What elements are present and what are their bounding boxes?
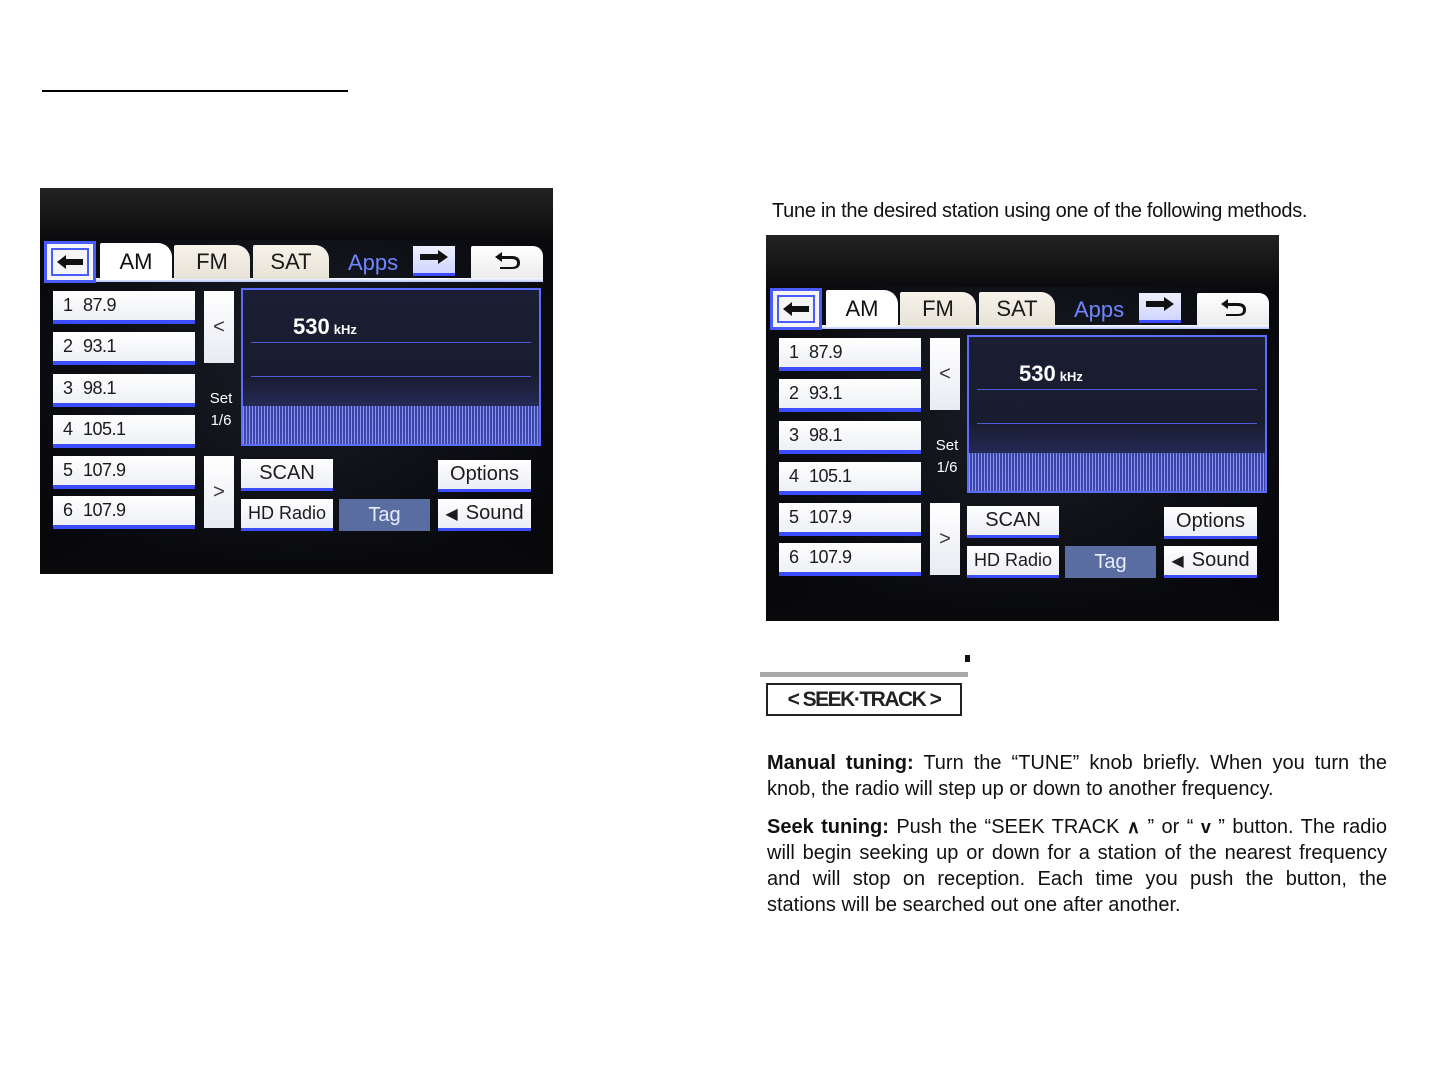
button-label: Sound xyxy=(465,502,524,524)
manual-tuning-text: Turn the “TUNE” knob briefly. When you turn the knob, the radio will step up or down to another frequency. xyxy=(767,752,1387,800)
return-button[interactable] xyxy=(471,246,543,278)
tab-sat[interactable] xyxy=(979,292,1055,326)
preset-3-button[interactable] xyxy=(53,374,195,407)
button-label: HD Radio xyxy=(973,550,1053,570)
preset-frequency: 87.9 xyxy=(809,342,843,362)
seek-tuning-title: Seek tuning: xyxy=(767,816,889,838)
frequency-unit: kHz xyxy=(333,322,357,337)
speaker-icon: ◀ xyxy=(445,505,458,523)
preset-2-button[interactable] xyxy=(53,332,195,365)
signal-visualizer xyxy=(969,453,1265,491)
button-label: HD Radio xyxy=(247,503,327,523)
tab-apps[interactable] xyxy=(1074,295,1124,325)
preset-6-button[interactable] xyxy=(53,496,195,529)
sound-button[interactable] xyxy=(1164,546,1257,578)
radio-screen-photo xyxy=(40,188,553,574)
preset-number: 3 xyxy=(63,378,74,398)
button-label: Options xyxy=(450,463,519,485)
tab-label: Apps xyxy=(348,250,399,275)
arrow-right-icon xyxy=(419,249,449,270)
preset-1-button[interactable] xyxy=(53,291,195,324)
options-button[interactable] xyxy=(438,460,531,492)
tab-label: FM xyxy=(922,296,954,321)
options-button[interactable] xyxy=(1164,507,1257,539)
seek-track-label: < SEEK·TRACK > xyxy=(766,683,962,716)
sound-button[interactable] xyxy=(438,499,531,531)
forward-button[interactable] xyxy=(1139,293,1181,323)
button-label: Tag xyxy=(1094,550,1127,573)
tab-label: SAT xyxy=(996,296,1038,321)
display-divider xyxy=(977,423,1257,424)
preset-number: 1 xyxy=(789,342,800,362)
preset-frequency: 107.9 xyxy=(83,460,126,480)
button-label: SCAN xyxy=(259,462,315,484)
tag-button[interactable] xyxy=(1065,546,1156,578)
preset-number: 6 xyxy=(63,500,74,520)
tab-label: SAT xyxy=(270,249,312,274)
preset-number: 3 xyxy=(789,425,800,445)
preset-number: 5 xyxy=(63,460,74,480)
seek-tuning-text: Push the “SEEK TRACK xyxy=(888,816,1127,838)
display-divider xyxy=(251,342,531,343)
scan-button[interactable] xyxy=(967,506,1059,538)
tab-fm[interactable] xyxy=(174,245,250,279)
forward-button[interactable] xyxy=(413,246,455,276)
button-label: Options xyxy=(1176,510,1245,532)
preset-frequency: 107.9 xyxy=(809,547,852,567)
set-page: 1/6 xyxy=(936,459,958,476)
caret-up-icon: ∧ xyxy=(1126,817,1141,837)
display-divider xyxy=(251,376,531,377)
frequency-value: 530 xyxy=(1019,361,1056,386)
signal-visualizer xyxy=(243,406,539,444)
tab-fm[interactable] xyxy=(900,292,976,326)
tab-label: AM xyxy=(119,248,153,274)
preset-3-button[interactable] xyxy=(779,421,921,454)
preset-4-button[interactable] xyxy=(53,415,195,448)
back-button[interactable] xyxy=(44,241,96,283)
frequency-display xyxy=(967,335,1267,493)
preset-next-button[interactable] xyxy=(204,456,234,528)
seek-tuning-text: ” button. The radio will begin seeking up or down for a station of the nearest frequency and will stop on reception. Each time you push the button, the stations will be searched out one after another. xyxy=(767,816,1387,916)
seek-tuning-paragraph xyxy=(767,814,1387,918)
preset-frequency: 105.1 xyxy=(809,466,852,486)
preset-frequency: 87.9 xyxy=(83,295,117,315)
frequency-readout xyxy=(1019,361,1083,387)
set-label: Set xyxy=(209,390,233,407)
preset-frequency: 93.1 xyxy=(809,383,843,403)
tab-apps[interactable] xyxy=(348,248,398,278)
header-rule xyxy=(42,90,348,92)
preset-prev-button[interactable] xyxy=(930,338,960,410)
preset-frequency: 107.9 xyxy=(83,500,126,520)
tag-button[interactable] xyxy=(339,499,430,531)
button-label: Sound xyxy=(1191,549,1250,571)
chevron-right-icon: > xyxy=(939,527,951,550)
preset-next-button[interactable] xyxy=(930,503,960,575)
tab-label: AM xyxy=(845,295,879,321)
preset-4-button[interactable] xyxy=(779,462,921,495)
return-icon xyxy=(492,250,522,275)
hd-radio-button[interactable] xyxy=(967,546,1059,578)
preset-number: 2 xyxy=(63,336,74,356)
manual-tuning-title: Manual tuning: xyxy=(767,752,914,774)
tab-sat[interactable] xyxy=(253,245,329,279)
preset-number: 4 xyxy=(789,466,800,486)
tab-am[interactable] xyxy=(826,290,898,327)
return-icon xyxy=(1218,297,1248,322)
preset-1-button[interactable] xyxy=(779,338,921,371)
back-button[interactable] xyxy=(770,288,822,330)
preset-5-button[interactable] xyxy=(779,503,921,536)
preset-set-indicator xyxy=(931,435,963,479)
preset-frequency: 107.9 xyxy=(809,507,852,527)
preset-number: 6 xyxy=(789,547,800,567)
preset-6-button[interactable] xyxy=(779,543,921,576)
manual-tuning-paragraph xyxy=(767,750,1387,802)
preset-number: 4 xyxy=(63,419,74,439)
preset-number: 5 xyxy=(789,507,800,527)
preset-frequency: 93.1 xyxy=(83,336,117,356)
display-divider xyxy=(977,389,1257,390)
preset-set-indicator xyxy=(205,388,237,432)
speaker-icon: ◀ xyxy=(1171,552,1184,570)
chevron-left-icon: < xyxy=(939,362,951,385)
frequency-readout xyxy=(293,314,357,340)
arrow-left-icon xyxy=(51,248,89,276)
frequency-value: 530 xyxy=(293,314,330,339)
chevron-right-icon: > xyxy=(213,480,225,503)
frequency-display xyxy=(241,288,541,446)
set-page: 1/6 xyxy=(210,412,232,429)
preset-prev-button[interactable] xyxy=(204,291,234,363)
tab-label: FM xyxy=(196,249,228,274)
scan-button[interactable] xyxy=(241,459,333,491)
preset-frequency: 98.1 xyxy=(809,425,843,445)
preset-2-button[interactable] xyxy=(779,379,921,412)
seek-tuning-text: ” or “ xyxy=(1140,816,1201,838)
caret-down-icon: v xyxy=(1200,817,1211,837)
preset-number: 1 xyxy=(63,295,74,315)
preset-5-button[interactable] xyxy=(53,456,195,489)
intro-text: Tune in the desired station using one of the following methods. xyxy=(772,200,1308,222)
return-button[interactable] xyxy=(1197,293,1269,325)
decorative-mark xyxy=(965,655,970,662)
seek-track-button-label xyxy=(760,672,968,714)
preset-number: 2 xyxy=(789,383,800,403)
arrow-right-icon xyxy=(1145,296,1175,317)
set-label: Set xyxy=(935,437,959,454)
chevron-left-icon: < xyxy=(213,315,225,338)
button-label: Tag xyxy=(368,503,401,526)
preset-frequency: 105.1 xyxy=(83,419,126,439)
preset-frequency: 98.1 xyxy=(83,378,117,398)
button-label: SCAN xyxy=(985,509,1041,531)
tab-am[interactable] xyxy=(100,243,172,280)
frequency-unit: kHz xyxy=(1059,369,1083,384)
hd-radio-button[interactable] xyxy=(241,499,333,531)
radio-screen-photo xyxy=(766,235,1279,621)
arrow-left-icon xyxy=(777,295,815,323)
tab-label: Apps xyxy=(1074,297,1125,322)
